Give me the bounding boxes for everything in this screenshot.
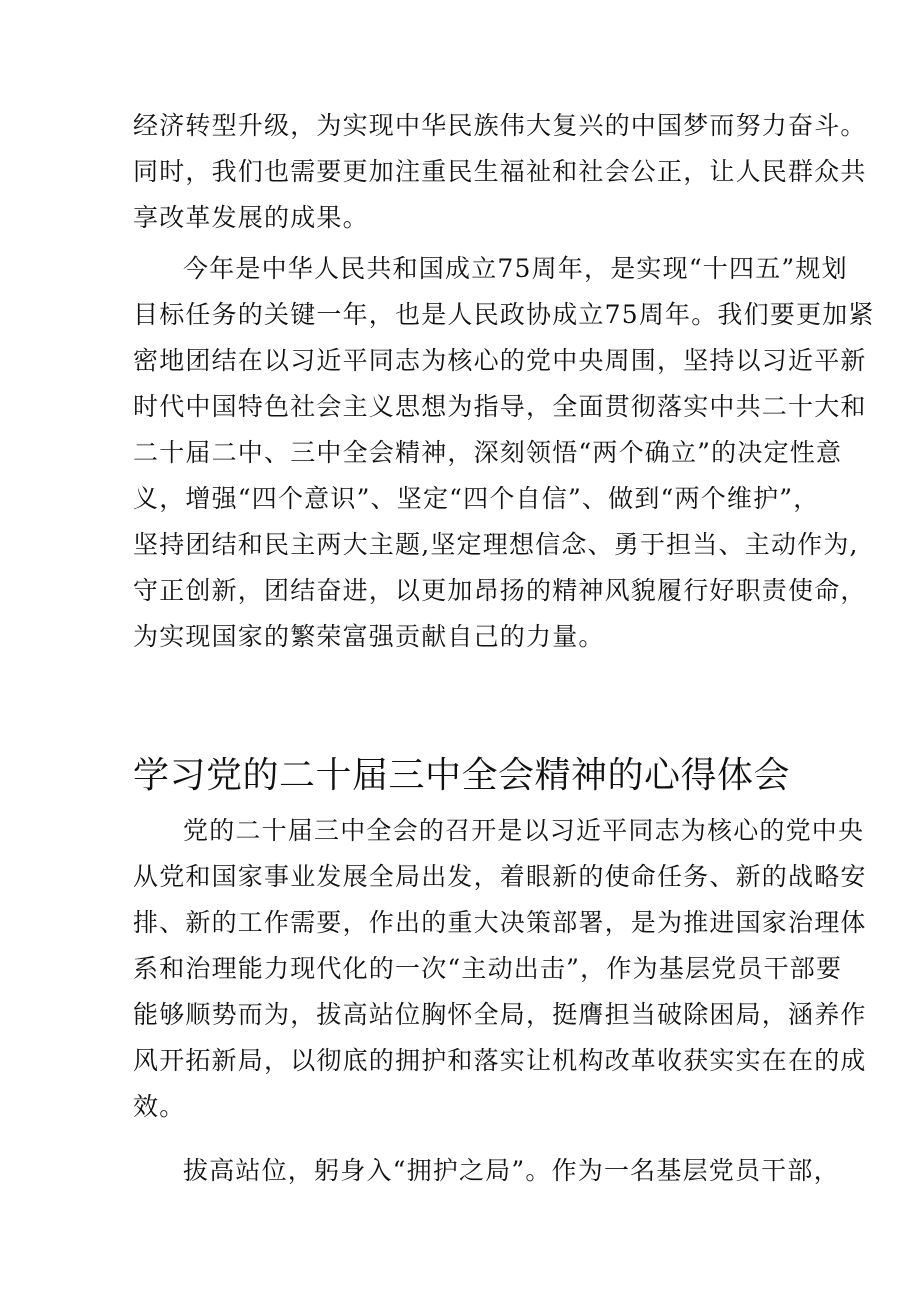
text-line: 风开拓新局，以彻底的拥护和落实让机构改革收获实实在在的成 (133, 1046, 867, 1075)
text-line: 目标任务的关键一年，也是人民政协成立75周年。我们要更加紧 (133, 300, 875, 329)
text-line: 为实现国家的繁荣富强贡献自己的力量。 (133, 622, 605, 651)
text-line: 时代中国特色社会主义思想为指导，全面贯彻落实中共二十大和 (133, 392, 867, 421)
text-line: 密地团结在以习近平同志为核心的党中央周围，坚持以习近平新 (133, 346, 867, 375)
text-line: 义，增强“四个意识”、坚定“四个自信”、做到“两个维护”， (133, 484, 820, 513)
text-line: 系和治理能力现代化的一次“主动出击”，作为基层党员干部要 (133, 954, 843, 983)
text-line: 能够顺势而为，拔高站位胸怀全局，挺膺担当破除困局，涵养作 (133, 1000, 867, 1029)
text-line: 今年是中华人民共和国成立75周年，是实现“十四五”规划 (183, 254, 848, 283)
text-line: 拔高站位，躬身入“拥护之局”。作为一名基层党员干部， (183, 1156, 840, 1185)
text-line: 效。 (133, 1092, 186, 1121)
text-line: 守正创新，团结奋进，以更加昂扬的精神风貌履行好职责使命， (133, 576, 867, 605)
section-heading: 学习党的二十届三中全会精神的心得体会 (133, 755, 791, 796)
paragraph-anniversary (133, 246, 875, 660)
text-line: 党的二十届三中全会的召开是以习近平同志为核心的党中央 (183, 816, 865, 845)
text-line: 二十届二中、三中全会精神，深刻领悟“两个确立”的决定性意 (133, 438, 843, 467)
paragraph-continued (133, 103, 867, 241)
text-line: 从党和国家事业发展全局出发，着眼新的使命任务、新的战略安 (133, 862, 867, 891)
paragraph-stance (133, 1148, 840, 1194)
text-line: 坚持团结和民主两大主题,坚定理想信念、勇于担当、主动作为, (133, 530, 859, 559)
text-line: 经济转型升级，为实现中华民族伟大复兴的中国梦而努力奋斗。 (133, 111, 867, 140)
paragraph-plenary (133, 808, 867, 1130)
text-line: 排、新的工作需要，作出的重大决策部署，是为推进国家治理体 (133, 908, 867, 937)
text-line: 同时，我们也需要更加注重民生福祉和社会公正，让人民群众共 (133, 157, 867, 186)
text-line: 享改革发展的成果。 (133, 203, 369, 232)
